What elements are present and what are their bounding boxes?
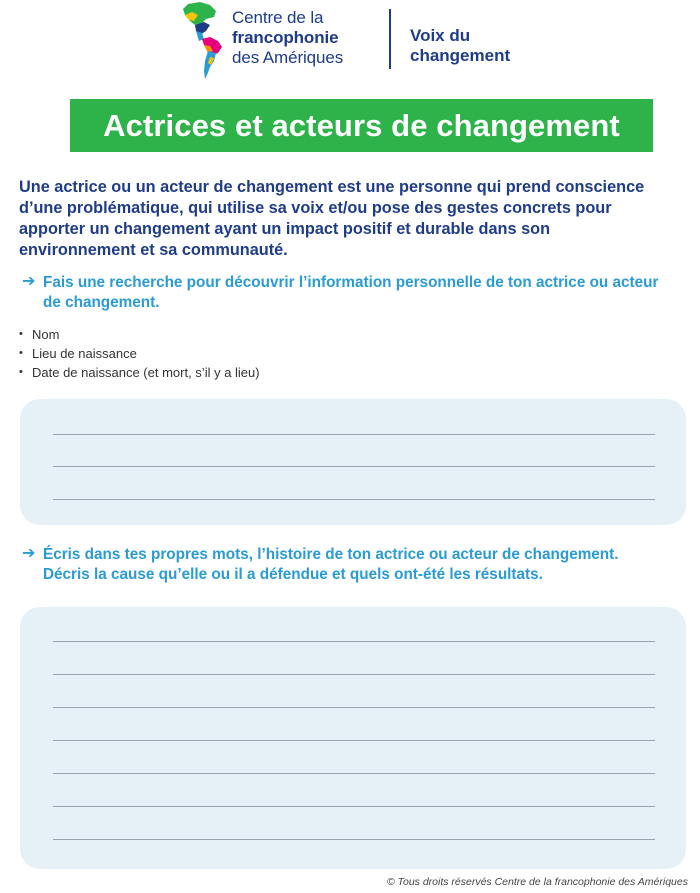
bullet-item-birthdate: • Date de naissance (et mort, s’il y a lieu) (19, 363, 260, 382)
page-title: Actrices et acteurs de changement (103, 107, 620, 143)
answer-box-story[interactable] (20, 607, 686, 869)
program-name (410, 26, 510, 66)
writing-line (53, 499, 655, 500)
org-name-line1: Centre de la (232, 8, 324, 27)
writing-line (53, 641, 655, 642)
instruction-research-text: Fais une recherche pour découvrir l’information personnelle de ton actrice ou acteur de changement. (43, 274, 659, 311)
americas-map-logo-icon (180, 1, 226, 81)
org-name-line2: francophonie (232, 28, 339, 47)
writing-line (53, 806, 655, 807)
arrow-right-icon: ➔ (22, 545, 36, 562)
header (0, 0, 700, 86)
writing-line (53, 434, 655, 435)
bullet-item-name: • Nom (19, 325, 260, 344)
instruction-story-text: Écris dans tes propres mots, l’histoire de ton actrice ou acteur de changement. Décris la cause qu’elle ou il a défendue et quels ont-été les résultats. (43, 546, 619, 583)
answer-box-personal-info[interactable] (20, 399, 686, 525)
writing-line (53, 466, 655, 467)
org-name-line3: des Amériques (232, 48, 344, 67)
intro-paragraph: Une actrice ou un acteur de changement est une personne qui prend conscience d’une problématique, qui utilise sa voix et/ou pose des gestes concrets pour apporter un changement ayant un impact positif et durable dans son environnement et sa communauté. (19, 178, 645, 259)
copyright-footer: © Tous droits réservés Centre de la francophonie des Amériques (386, 876, 688, 888)
writing-line (53, 674, 655, 675)
header-divider (389, 9, 391, 69)
bullet-item-birthplace: • Lieu de naissance (19, 344, 260, 363)
organization-name (232, 8, 343, 68)
writing-line (53, 773, 655, 774)
writing-line (53, 740, 655, 741)
title-banner (70, 99, 653, 152)
writing-line (53, 707, 655, 708)
writing-line (53, 839, 655, 840)
arrow-right-icon: ➔ (22, 273, 36, 290)
program-name-line2: changement (410, 46, 511, 65)
info-bullet-list (19, 325, 260, 382)
program-name-line1: Voix du (410, 26, 471, 45)
